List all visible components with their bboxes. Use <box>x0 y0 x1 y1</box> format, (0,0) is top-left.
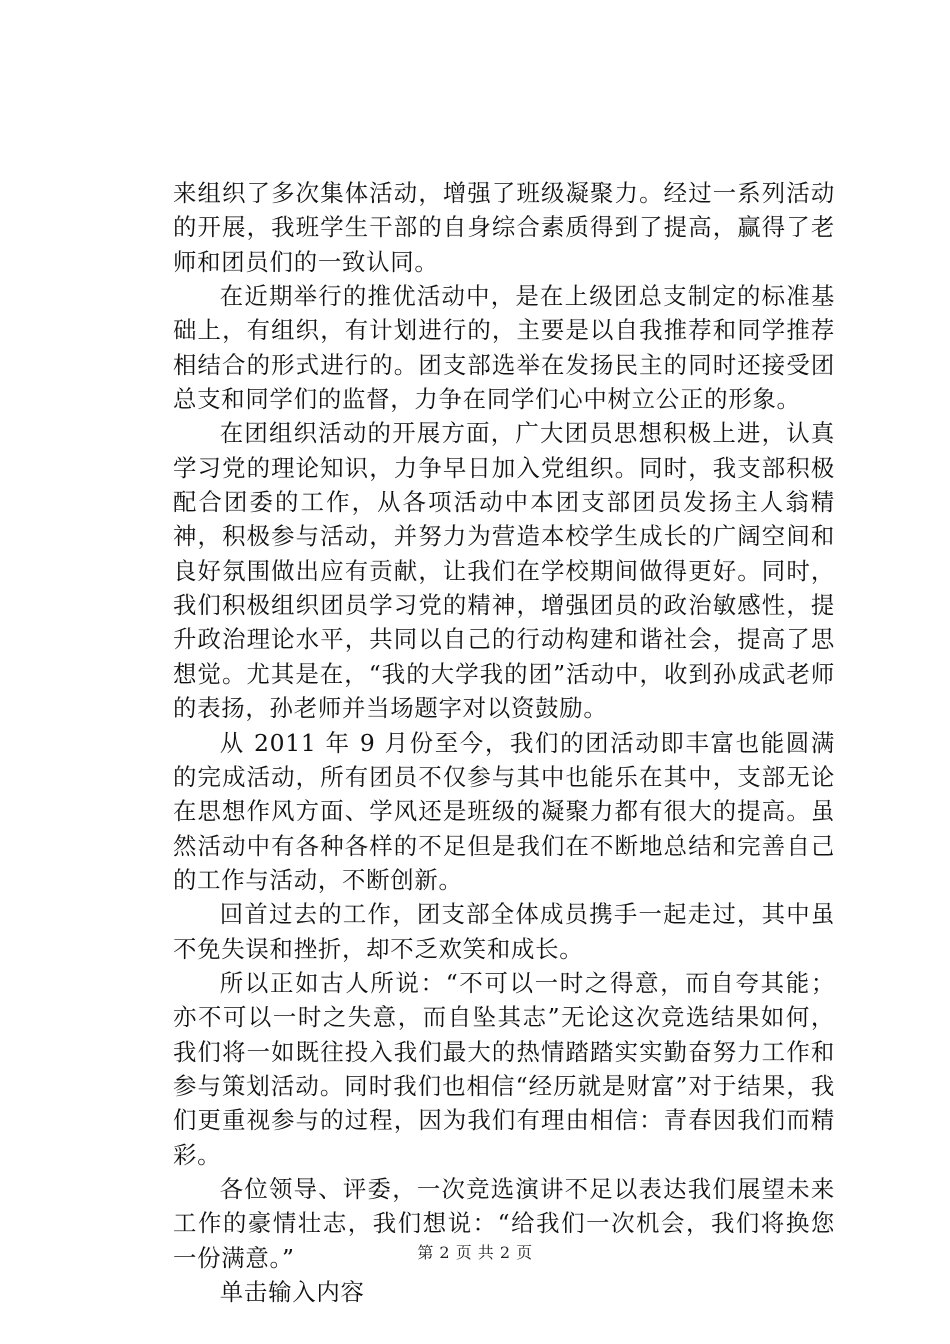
paragraph-continuation: 来组织了多次集体活动，增强了班级凝聚力。经过一系列活动的开展，我班学生干部的自身综合素质得到了提高，赢得了老师和团员们的一致认同。 <box>173 179 835 276</box>
paragraph-since-2011: 从 2011 年 9 月份至今，我们的团活动即丰富也能圆满的完成活动，所有团员不仅参与其中也能乐在其中，支部无论在思想作风方面、学风还是班级的凝聚力都有很大的提高。虽然活动中有各种各样的不足但是我们在不断地总结和完善自己的工作与活动，不断创新。 <box>173 728 835 894</box>
paragraph-recommendation: 在近期举行的推优活动中，是在上级团总支制定的标准基础上，有组织，有计划进行的，主要是以自我推荐和同学推荐相结合的形式进行的。团支部选举在发扬民主的同时还接受团总支和同学们的监督，力争在同学们心中树立公正的形象。 <box>173 282 835 414</box>
document-body <box>173 176 835 1309</box>
paragraph-quote: 所以正如古人所说：“不可以一时之得意，而自夸其能；亦不可以一时之失意，而自坠其志”无论这次竞选结果如何，我们将一如既往投入我们最大的热情踏踏实实勤奋努力工作和参与策划活动。同时我们也相信“经历就是财富”对于结果，我们更重视参与的过程，因为我们有理由相信：青春因我们而精彩。 <box>173 968 835 1169</box>
paragraph-activities: 在团组织活动的开展方面，广大团员思想积极上进，认真学习党的理论知识，力争早日加入党组织。同时，我支部积极配合团委的工作，从各项活动中本团支部团员发扬主人翁精神，积极参与活动，并努力为营造本校学生成长的广阔空间和良好氛围做出应有贡献，让我们在学校期间做得更好。同时，我们积极组织团员学习党的精神，增强团员的政治敏感性，提升政治理论水平，共同以自己的行动构建和谐社会，提高了思想觉。尤其是在，“我的大学我的团”活动中，收到孙成武老师的表扬，孙老师并当场题字对以资鼓励。 <box>173 419 835 723</box>
page-footer: 第 2 页 共 2 页 <box>417 1243 533 1262</box>
paragraph-closing: 各位领导、评委，一次竞选演讲不足以表达我们展望未来工作的豪情壮志，我们想说：“给我们一次机会，我们将换您一份满意。” <box>173 1174 835 1272</box>
placeholder-text[interactable]: 单击输入内容 <box>219 1278 365 1306</box>
paragraph-review: 回首过去的工作，团支部全体成员携手一起走过，其中虽不免失误和挫折，却不乏欢笑和成长。 <box>173 900 835 963</box>
